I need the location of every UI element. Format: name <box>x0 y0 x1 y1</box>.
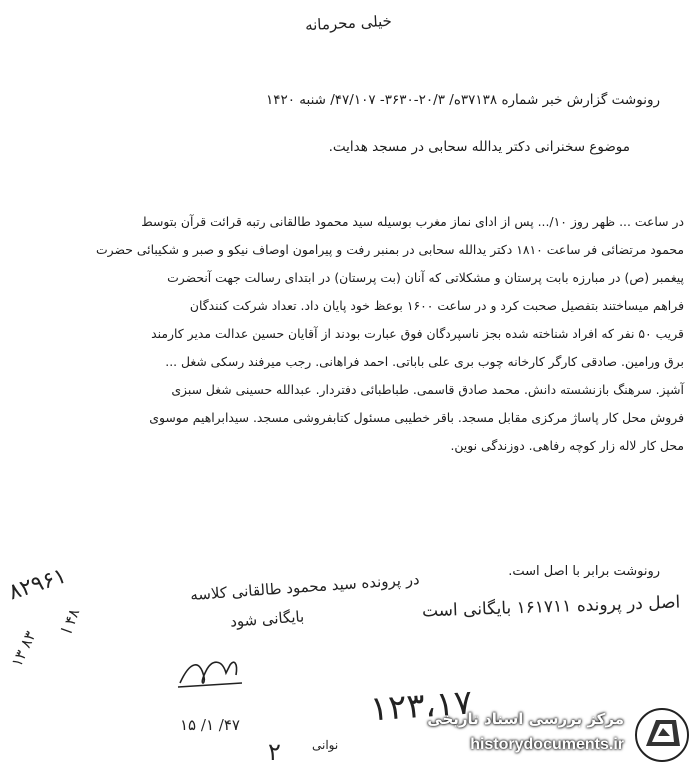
watermark-org-name: مرکز بررسی اسناد تاریخی <box>427 710 624 728</box>
handwritten-date: ۴۷/ ۱/ ۱۵ <box>180 716 240 734</box>
archive-watermark <box>400 700 700 771</box>
body-line-6: برق ورامین. صادقی کارگر کارخانه چوب بری علی باباتی. احمد فراهانی. رجب میرفند رسکی شغل ... <box>165 354 684 369</box>
handwritten-margin-scribble: ۴۸ ا <box>57 606 84 636</box>
report-subject: موضوع سخنرانی دکتر یدالله سحابی در مسجد هدایت. <box>328 139 630 155</box>
copy-certification: رونوشت برابر با اصل است. <box>508 564 660 579</box>
body-line-1: در ساعت ... ظهر روز ۱۰/... پس از ادای نماز مغرب بوسیله سید محمود طالقانی رتبه قرائت قرآن بتوسط <box>141 214 684 229</box>
watermark-url: historydocuments.ir <box>470 736 624 753</box>
archive-logo-icon <box>632 706 692 764</box>
handwritten-archive-note: در پرونده سید محمود طالقانی کلاسه <box>189 570 421 604</box>
body-line-8: فروش محل کار پاساژ مرکزی مقابل مسجد. باقر خطیبی مسئول کتابفروشی مسجد. سیدابراهیم موسوی <box>149 410 684 425</box>
handwritten-archive-note-2: بایگانی شود <box>229 607 305 631</box>
body-line-9: محل کار لاله زار کوچه رفاهی. دوزندگی نوین. <box>450 438 684 453</box>
handwritten-margin-scribble-2: ۱۳ ۸۳ <box>7 628 40 670</box>
handwritten-bottom-mark: ۲ <box>268 738 281 766</box>
handwritten-class-number: ۸۲۹۶۱ <box>5 563 70 606</box>
body-line-2: محمود مرتضائی فر ساعت ۱۸۱۰ دکتر یدالله سحابی در بمنبر رفت و پیرامون اوصاف نیکو و صبر و شکیبائی حضرت <box>95 242 684 257</box>
signature <box>176 653 246 693</box>
handwritten-bottom-word: نوانی <box>312 738 339 752</box>
report-header: رونوشت گزارش خبر شماره ۳۷۱۳۸ه/ ۲۰/۳-۳۶۳۰- ۴۷/۱۰۷/ شنبه ۱۴۲۰ <box>265 92 660 108</box>
top-secret-handwritten-heading: خیلی محرمانه <box>304 11 393 35</box>
body-line-3: پیغمبر (ص) در مبارزه بابت پرستان و مشکلاتی که آنان (بت پرستان) در ابتدای رسالت جهت آنحضرت <box>167 270 684 285</box>
body-line-5: قریب ۵۰ نفر که افراد شناخته شده بجز ناسپردگان فوق عبارت بودند از آقایان حسین عدالت مدیر کارمند <box>151 326 684 341</box>
handwritten-large-number: ۱۲۳،۱۷ <box>368 682 474 730</box>
body-line-7: آشپز. سرهنگ بازنشسته دانش. محمد صادق قاسمی. طباطبائی دفتردار. عبدالله حسینی شغل سبزی <box>171 382 684 397</box>
body-line-4: فراهم میساختند بتفصیل صحبت کرد و در ساعت ۱۶۰۰ بوعظ خود پایان داد. تعداد شرکت کنندگان <box>189 298 684 313</box>
handwritten-file-note: اصل در پرونده ۱۶۱۷۱۱ بایگانی است <box>421 592 681 622</box>
